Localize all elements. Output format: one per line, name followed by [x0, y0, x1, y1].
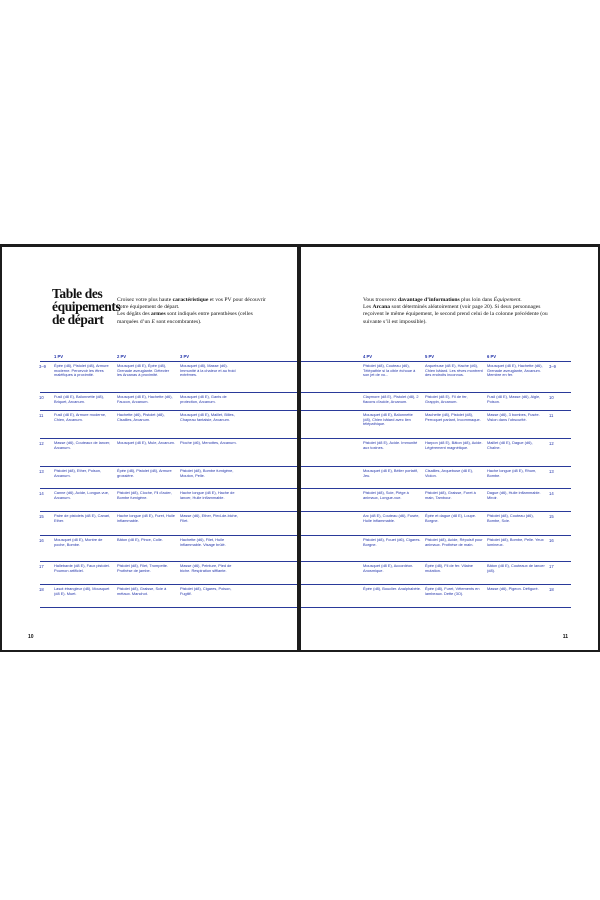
- table-cell: Pistolet (d8), Fouet (d6), Cigares. Borgne.: [363, 537, 421, 547]
- intro-equipment-ref: Équipement.: [493, 297, 522, 303]
- table-row: [40, 467, 297, 489]
- table-cell: Mousquet (d8 E), Gants de protection, Arcanum.: [180, 394, 227, 404]
- table-cell: Masse (d6), Ether, Pied-de-biche, Filet.: [180, 513, 238, 523]
- row-roll-value: 11: [39, 413, 44, 418]
- intro-line-1a: Vous trouverez: [363, 297, 397, 303]
- row-roll-value: 13: [39, 469, 44, 474]
- table-cell: Pistolet (d8), Scie, Piège à animaux, Longue-vue.: [363, 490, 409, 500]
- row-roll-value: 17: [549, 564, 554, 569]
- table-cell: Mousquet (d8), Masse (d6). Immunité à la chaleur et au froid extrêmes.: [180, 363, 236, 377]
- right-page: [301, 247, 598, 650]
- page-number: 11: [562, 634, 568, 640]
- page-title: Table des équipements de départ: [52, 286, 121, 327]
- intro-text: [363, 297, 558, 326]
- table-row: [40, 562, 297, 585]
- intro-line-1c: plus loin dans: [461, 297, 493, 303]
- table-row: [301, 585, 571, 608]
- table-cell: Pistolet (d8 E), Acide. Immunité aux toxines.: [363, 440, 418, 450]
- table-cell: Épée (d8), Bouclier. Analphabète.: [363, 586, 421, 591]
- equipment-table-right: [301, 352, 571, 608]
- table-row: [40, 585, 297, 608]
- table-cell: Pioche (d6), Menottes, Arcanum.: [180, 440, 237, 445]
- intro-line-3c: sont indiqués entre parenthèses (celles marquées d’un: [117, 311, 253, 325]
- table-cell: Pistolet (d8 E), Fil de fer, Grappin, Arcanum.: [425, 394, 468, 404]
- row-roll-value: 14: [39, 491, 44, 496]
- table-cell: Claymore (d8 E), Pistolet (d8), 2 flacons d’acide, Arcanum.: [363, 394, 419, 404]
- table-cell: Mousquet (d8 E), Maillet, Billes, Chapeau fantaisie, Arcanum.: [180, 412, 235, 422]
- row-roll-value: 18: [549, 587, 554, 592]
- table-cell: Pistolet (d8), Cloche, Fil d’acier, Bombe fumigène.: [117, 490, 172, 500]
- row-roll-value: 14: [549, 491, 554, 496]
- intro-line-1: Croisez votre plus haute: [117, 297, 172, 303]
- table-cell: Hache longue (d8 E), Furet, Huile inflammable.: [117, 513, 175, 523]
- row-roll-value: 10: [39, 395, 44, 400]
- intro-more-info: davantage d’informations: [398, 297, 460, 303]
- table-cell: Mousquet (d8 E), Épée (d8), Grenade aveuglante. Détecter les Arcanas à proximité.: [117, 363, 170, 377]
- table-row: [40, 439, 297, 467]
- row-roll-value: 15: [39, 514, 44, 519]
- intro-e-mark: E: [151, 318, 155, 325]
- col-header-2: 2 PV: [117, 354, 127, 359]
- table-cell: Pistolet (d8), Graisse, Scie à métaux. Manchot.: [117, 586, 167, 596]
- table-cell: Mousquet (d8 E), Montre de poche, Bombe.: [54, 537, 103, 547]
- table-cell: Pistolet (d8), Cigares, Poison, Fugitif.: [180, 586, 232, 596]
- table-row: [301, 439, 571, 467]
- table-cell: Mousquet (d8 E), Accordéon. Anosmique.: [363, 563, 414, 573]
- row-roll-value: 12: [549, 441, 554, 446]
- table-row: [40, 362, 297, 393]
- table-row: [301, 393, 571, 411]
- page-number: 10: [28, 634, 34, 640]
- table-cell: Masse (d6), Couteaux de lancer, Arcanum.: [54, 440, 111, 450]
- table-cell: Lasot étrangleur (d8), Mousquet (d8 E). Muet.: [54, 586, 110, 596]
- row-roll-value: 3–9: [39, 364, 46, 369]
- table-cell: Épée (d8), Fil de fer. Vilaine mutation.: [425, 563, 473, 573]
- table-cell: Pistolet (d8), Ether, Poison, Arcanum.: [54, 468, 102, 478]
- table-cell: Bâton (d8 E), Pince, Colle.: [117, 537, 163, 542]
- intro-text: [117, 297, 267, 326]
- intro-line-3e: sont encombrantes).: [156, 318, 202, 325]
- row-roll-value: 16: [39, 538, 44, 543]
- table-cell: Pistolet (d8), Graisse, Foret à main, Tambour.: [425, 490, 476, 500]
- equipment-table-left: [40, 352, 297, 608]
- table-cell: Épée (d8), Pistolet (d8), Armure grossière.: [117, 468, 172, 478]
- table-cell: Pistolet (d8), Couteau (d6), Bombe, Scie.: [487, 513, 534, 523]
- table-cell: Hachette (d6), Pistolet (d8), Cisailles, Arcanum.: [117, 412, 165, 422]
- table-cell: Épée (d8), Furet, Vêtements en lambeaux. Dette (3O).: [425, 586, 480, 596]
- table-cell: Maillet (d8 E), Dague (d6), Chaîne.: [487, 440, 533, 450]
- row-roll-value: 3–9: [549, 364, 556, 369]
- table-cell: Arc (d8 E), Couteau (d6), Fusée, Huile inflammable.: [363, 513, 420, 523]
- col-header-6: 6 PV: [487, 354, 497, 359]
- intro-emphasis: caractéristique: [172, 297, 209, 303]
- table-cell: Arquebuse (d8 E), Hache (d6), Chien bâtard. Les rêves montrent des endroits inconnus.: [425, 363, 483, 377]
- table-cell: Cisailles, Arquebuse (d8 E), Violon.: [425, 468, 474, 478]
- row-roll-value: 16: [549, 538, 554, 543]
- table-row: [301, 411, 571, 439]
- intro-line-3a: Les dégâts des: [117, 311, 150, 318]
- table-cell: Fusil (d8 E), Baïonnette (d8), Briquet, Arcanum.: [54, 394, 104, 404]
- table-cell: Hallebarde (d8 E), Faux pistolet. Poumon artificiel.: [54, 563, 110, 573]
- row-roll-value: 17: [39, 564, 44, 569]
- col-header-5: 5 PV: [425, 354, 435, 359]
- row-roll-value: 10: [549, 395, 554, 400]
- table-row: [40, 489, 297, 512]
- table-row: [40, 512, 297, 536]
- table-row: [301, 362, 571, 393]
- table-cell: Pistolet (d8), Bombe, Pelle. Yeux lumineux.: [487, 537, 544, 547]
- table-cell: Hache longue (d8 E), Hache de lancer, Huile inflammable.: [180, 490, 235, 500]
- intro-line-2a: Les: [363, 304, 372, 311]
- table-cell: Pistolet (d8), Couteau (d6), Télépathie si la cible échoue à son jet de vo...: [363, 363, 416, 377]
- row-roll-value: 11: [549, 413, 554, 418]
- table-cell: Machette (d8), Pistolet (d8), Perroquet parlant, Incommaque.: [425, 412, 481, 422]
- table-row: [40, 393, 297, 411]
- table-row: [40, 536, 297, 562]
- table-cell: Mousquet (d8 E), Hachette (d6), Grenade aveuglante, Arcanum. Membre en fer.: [487, 363, 543, 377]
- table-cell: Mousquet (d8 E), Baïonnette (d8), Chien bâtard avec lien télépathique.: [363, 412, 413, 426]
- table-cell: Canne (d6), Acide, Longue-vue, Arcanum.: [54, 490, 109, 500]
- table-cell: Pistolet (d8), Acide, Répulsif pour animaux. Prothèse de main.: [425, 537, 483, 547]
- left-page: [2, 247, 297, 650]
- intro-line-2: et vos PV pour découvrir votre équipement de départ.: [117, 297, 266, 311]
- table-cell: Fusil (d8 E), Masse (d6), Aigle, Poison.: [487, 394, 541, 404]
- table-row: [301, 467, 571, 489]
- table-cell: Masse (d6), Pigeon. Défiguré.: [487, 586, 539, 591]
- table-cell: Fusil (d8 E), Armure moderne, Chien, Arcanum.: [54, 412, 107, 422]
- table-row: [40, 411, 297, 439]
- table-cell: Hache longue (d8 E), Rhum, Bombe.: [487, 468, 537, 478]
- row-roll-value: 18: [39, 587, 44, 592]
- table-header: [301, 352, 571, 362]
- table-row: [301, 489, 571, 512]
- intro-weapons: armes: [151, 311, 166, 318]
- table-cell: Paire de pistolets (d8 E), Canari, Ether.: [54, 513, 111, 523]
- table-cell: Harpon (d8 E), Bâton (d8), Acide. Légèrement magnétique.: [425, 440, 483, 450]
- table-cell: Mousquet (d8 E), Bélier portatif, Jeu.: [363, 468, 418, 478]
- table-row: [301, 536, 571, 562]
- table-cell: Mousquet (d8 E), Hachette (d6), Faucon, Arcanum.: [117, 394, 173, 404]
- table-cell: Masse (d6), Peinture, Pied de biche. Respiration sifflante.: [180, 563, 232, 573]
- table-cell: Dague (d6), Huile inflammable. Miroir.: [487, 490, 541, 500]
- table-header: [40, 352, 297, 362]
- table-row: [301, 562, 571, 585]
- table-cell: Bâton (d8 E), Couteaux de lancer (d8).: [487, 563, 545, 573]
- col-header-3: 3 PV: [180, 354, 190, 359]
- row-roll-value: 15: [549, 514, 554, 519]
- row-roll-value: 12: [39, 441, 44, 446]
- book-spread: [0, 244, 600, 652]
- table-cell: Hachette (d6), Filet, Huile inflammable. Visage brûlé.: [180, 537, 226, 547]
- table-cell: Pistolet (d8), Bombe fumigène, Mouton, Pelle.: [180, 468, 234, 478]
- intro-line-2c: sont déterminés aléatoirement (voir page 20). Si deux personnages reçoivent le même équipement, le second prend celui de la colonne précédente (ou suivante s’il est impossible).: [363, 304, 548, 325]
- intro-arcana: Arcana: [372, 304, 391, 311]
- table-cell: Épée (d8), Pistolet (d8), Armure moderne. Percevoir les êtres maléfiques à proximité.: [54, 363, 109, 377]
- table-cell: Épée et dague (d8 E), Loupe. Borgne.: [425, 513, 477, 523]
- col-header-1: 1 PV: [54, 354, 64, 359]
- table-cell: Mousquet (d8 E), Mule, Arcanum.: [117, 440, 175, 445]
- col-header-4: 4 PV: [363, 354, 373, 359]
- table-cell: Pistolet (d8), Filet, Trompette. Prothèse de jambe.: [117, 563, 169, 573]
- table-row: [301, 512, 571, 536]
- row-roll-value: 13: [549, 469, 554, 474]
- table-cell: Masse (d6), 3 bombes, Fusée. Vision dans l’obscurité.: [487, 412, 540, 422]
